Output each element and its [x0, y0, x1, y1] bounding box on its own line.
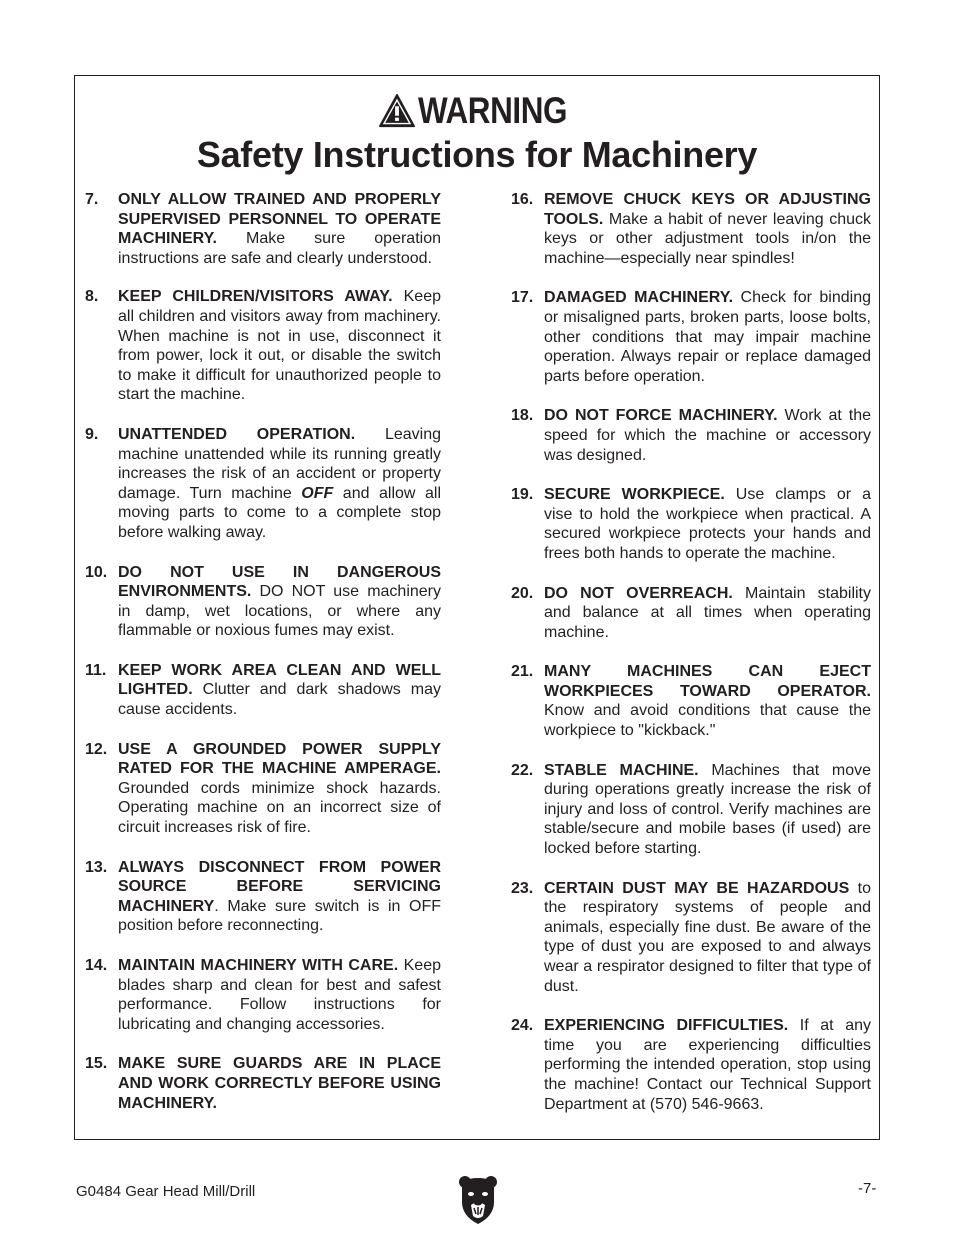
heading [75, 90, 879, 176]
bear-head-logo [458, 1172, 498, 1226]
safety-item [511, 879, 871, 997]
warning-line [75, 90, 879, 132]
item-body: . Make sure switch is in OFF position before reconnecting. [118, 897, 441, 935]
item-heading: MAINTAIN MACHINERY WITH CARE. [118, 957, 399, 974]
item-heading: UNATTENDED OPERATION. [118, 425, 356, 443]
safety-item [85, 740, 441, 838]
item-body: Work at the speed for which the machine or accessory was designed. [544, 407, 871, 464]
item-heading: DAMAGED MACHINERY. [544, 289, 734, 307]
safety-item [511, 485, 871, 563]
warning-triangle-icon [378, 93, 416, 129]
safety-item [85, 956, 441, 1034]
item-body-continued: and allow all moving parts to come to a complete stop before walking away. [118, 484, 442, 541]
item-body: Clutter and dark shadows may cause accidents. [118, 681, 441, 719]
safety-item [85, 287, 441, 405]
safety-item [85, 858, 441, 936]
item-heading: CERTAIN DUST MAY BE HAZARDOUS [544, 879, 850, 897]
item-heading: DO NOT USE IN DANGEROUS ENVIRONMENTS. [118, 563, 441, 601]
item-number: 17. [511, 289, 534, 307]
item-number: 12. [85, 740, 108, 758]
warning-box [74, 75, 880, 1140]
item-body: Check for binding or misaligned parts, broken parts, loose bolts, other conditions that may impair machine operation. Always repair or replace damaged parts before operation. [544, 289, 872, 385]
item-body: Grounded cords minimize shock hazards. Operating machine on an incorrect size of circuit increases risk of fire. [118, 779, 441, 837]
item-body: DO NOT use machinery in damp, wet locations, or where any flammable or noxious fumes may exist. [118, 583, 441, 640]
item-heading: MAKE SURE GUARDS ARE IN PLACE AND WORK CORRECTLY BEFORE USING MACHINERY. [118, 1055, 441, 1112]
item-number: 14. [85, 957, 108, 974]
right-column [511, 190, 871, 1114]
item-number: 18. [511, 407, 534, 425]
item-heading: ONLY ALLOW TRAINED AND PROPERLY SUPERVISED PERSONNEL TO OPERATE MACHINERY. [118, 191, 441, 248]
item-number: 13. [85, 858, 108, 876]
safety-item [85, 563, 441, 641]
safety-item [85, 190, 441, 268]
item-number: 21. [511, 663, 534, 681]
item-heading: EXPERIENCING DIFFICULTIES. [544, 1017, 789, 1035]
safety-item [511, 288, 871, 386]
item-body: Keep all children and visitors away from machinery. When machine is not in use, disconnect it from power, lock it out, or disable the switch to make it difficult for unauthorized people to start the machine. [118, 288, 441, 404]
item-number: 11. [85, 661, 107, 679]
item-heading: STABLE MACHINE. [544, 761, 699, 779]
item-number: 22. [511, 761, 534, 779]
item-body: Use clamps or a vise to hold the workpiece when practical. A secured workpiece protects your hands and frees both hands to operate the machine. [544, 486, 871, 562]
item-body: Know and avoid conditions that cause the workpiece to "kickback." [544, 702, 871, 740]
safety-item [85, 425, 441, 543]
item-heading: USE A GROUNDED POWER SUPPLY RATED FOR THE MACHINE AMPERAGE. [118, 740, 441, 778]
item-number: 23. [511, 879, 534, 897]
item-number: 7. [85, 191, 99, 208]
safety-item [85, 661, 441, 720]
item-number: 15. [85, 1055, 108, 1073]
item-body: Maintain stability and balance at all times when operating machine. [544, 584, 871, 641]
item-body: If at any time you are experiencing difficulties performing the intended operation, stop using the machine! Contact our Technical Support Department at (570) 546-9663. [544, 1017, 871, 1113]
item-emphasis: OFF [301, 484, 334, 502]
safety-item [85, 1054, 441, 1113]
item-heading: ALWAYS DISCONNECT FROM POWER SOURCE BEFORE SERVICING MACHINERY [118, 858, 441, 915]
item-body: Make sure operation instructions are safe and clearly understood. [118, 230, 441, 267]
safety-item [511, 406, 871, 465]
item-heading: KEEP WORK AREA CLEAN AND WELL LIGHTED. [118, 661, 441, 699]
item-body: Leaving machine unattended while its running greatly increases the risk of an accident or property damage. Turn machine [118, 425, 441, 502]
item-body: to the respiratory systems of people and animals, especially fine dust. Be aware of the type of dust you are exposed to and always wear a respirator designed to filter that type of dust. [544, 879, 871, 995]
item-heading: KEEP CHILDREN/VISITORS AWAY. [118, 288, 393, 306]
safety-item [511, 584, 871, 643]
safety-item [511, 1016, 871, 1114]
left-column [85, 190, 441, 1113]
item-number: 8. [85, 288, 99, 306]
item-number: 20. [511, 584, 534, 602]
item-body: Keep blades sharp and clean for best and safest performance. Follow instructions for lubricating and changing accessories. [118, 957, 441, 1033]
page-number: -7- [858, 1180, 877, 1197]
item-heading: REMOVE CHUCK KEYS OR ADJUSTING TOOLS. [544, 191, 871, 228]
item-body: Machines that move during operations greatly increase the risk of injury and loss of control. Verify machines are stable/secure and mobile bases (if used) are locked before starting. [544, 761, 871, 858]
item-number: 19. [511, 486, 534, 504]
page-title: Safety Instructions for Machinery [196, 134, 758, 175]
item-number: 16. [511, 191, 534, 208]
safety-item [511, 190, 871, 268]
item-number: 9. [85, 425, 99, 443]
item-heading: SECURE WORKPIECE. [544, 486, 725, 504]
item-number: 24. [511, 1017, 534, 1035]
item-number: 10. [85, 563, 108, 581]
warning-word: WARNING [418, 90, 568, 131]
safety-item [511, 662, 871, 740]
item-body: Make a habit of never leaving chuck keys or other adjustment tools in/on the machine—especially near spindles! [544, 210, 871, 267]
item-heading: DO NOT OVERREACH. [544, 584, 733, 602]
item-heading: MANY MACHINES CAN EJECT WORKPIECES TOWARD OPERATOR. [544, 663, 871, 700]
footer-model: G0484 Gear Head Mill/Drill [76, 1183, 256, 1200]
item-heading: DO NOT FORCE MACHINERY. [544, 407, 778, 425]
safety-item [511, 761, 871, 859]
